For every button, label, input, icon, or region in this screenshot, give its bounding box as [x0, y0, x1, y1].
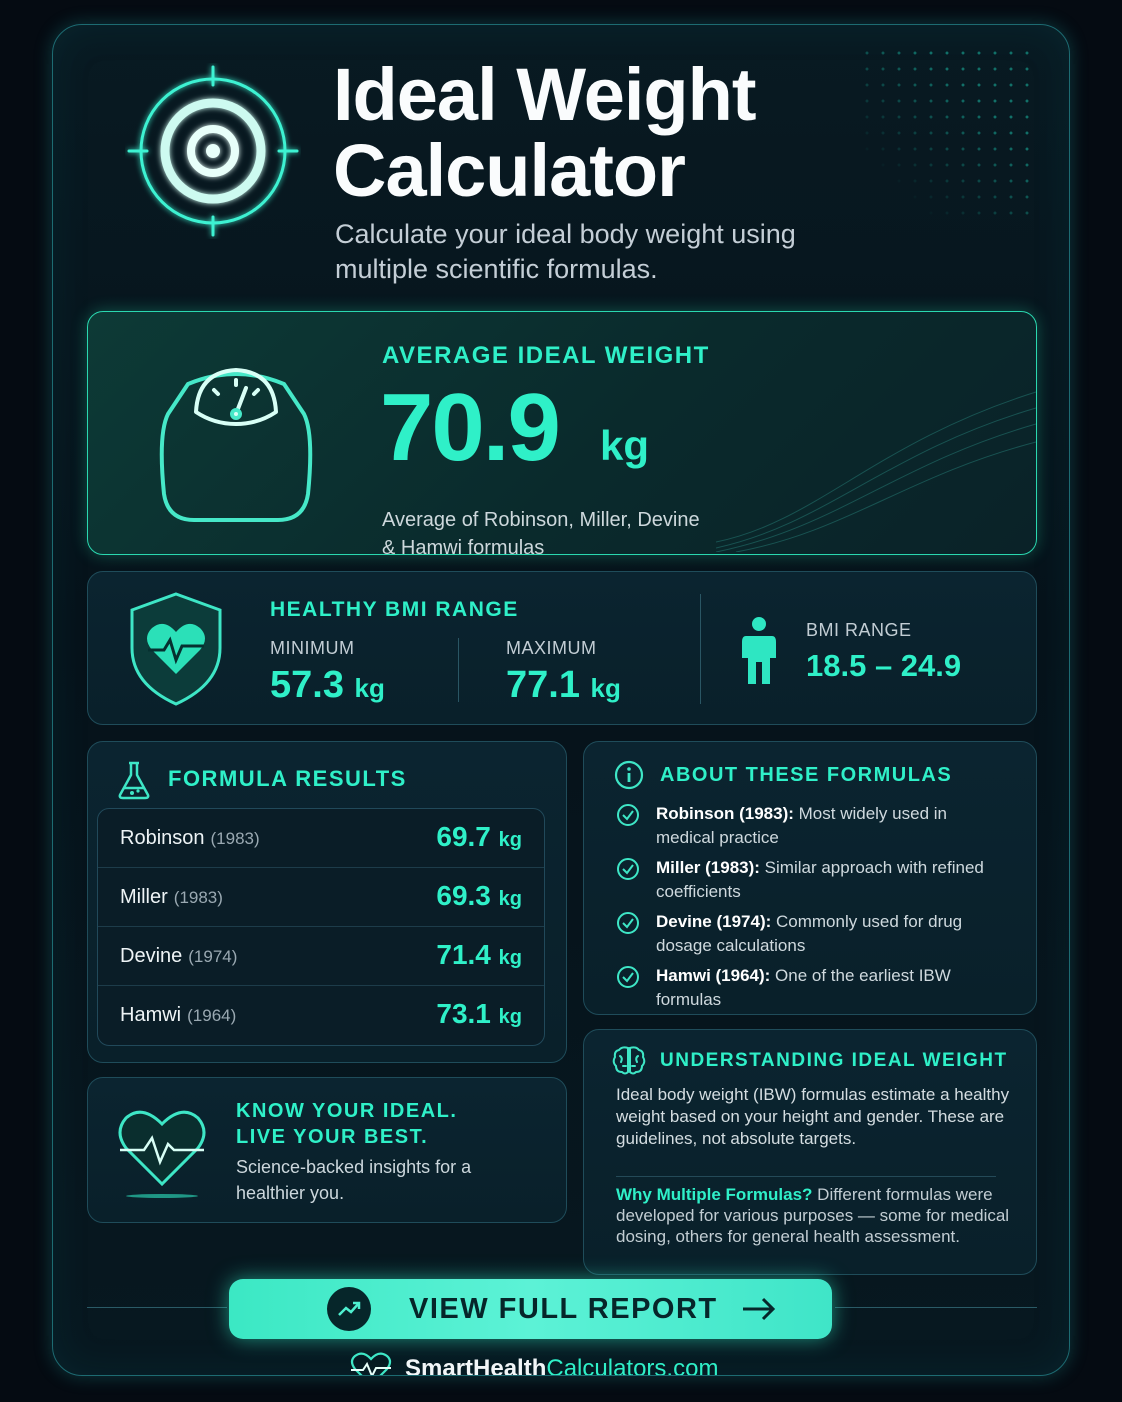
heart-pulse-icon [114, 1100, 210, 1200]
understanding-text: Ideal body weight (IBW) formulas estimate a healthy weight based on your height and gender. These are guidelines, not absolute targets. [616, 1085, 1010, 1148]
target-icon [125, 63, 301, 239]
tagline-text: Science-backed insights for a healthier you. [236, 1157, 472, 1203]
average-description: Average of Robinson, Miller, Devine & Hamwi formulas [382, 509, 700, 559]
shield-heart-icon [124, 590, 228, 708]
table-row: Devine (1974) 71.4 kg [98, 927, 544, 986]
arrow-right-icon [739, 1291, 779, 1327]
formula-table [97, 808, 545, 1046]
bmi-range-card [87, 571, 1037, 725]
page-title: Ideal Weight Calculator [333, 53, 756, 212]
decorative-waves [716, 352, 1036, 552]
divider [458, 638, 459, 702]
view-full-report-button[interactable] [229, 1279, 832, 1339]
about-formulas-card: ABOUT THESE FORMULAS Robinson (1983): Most widely used in medical practice Miller (1983): Similar approach with refined coefficients Devine (1974): Commonly used for drug dosage calculations Hamwi (1964): One of the earliest IBW formulas [583, 741, 1037, 1015]
table-row: Hamwi (1964) 73.1 kg [120, 998, 522, 1029]
check-circle-icon [616, 803, 640, 827]
decorative-dots [859, 45, 1029, 225]
table-row: Robinson (1983) 69.7 kg [98, 809, 544, 868]
trend-up-icon [327, 1287, 371, 1331]
about-label: ABOUT THESE FORMULAS [660, 764, 953, 786]
check-circle-icon [616, 911, 640, 935]
info-icon [614, 760, 644, 790]
bmi-label: HEALTHY BMI RANGE [270, 598, 519, 621]
flask-icon [116, 760, 152, 800]
formula-results-label: FORMULA RESULTS [168, 766, 407, 791]
brain-icon [612, 1044, 646, 1076]
minimum-value: 57.3 kg [270, 664, 385, 706]
scale-icon [148, 344, 324, 528]
maximum-value: 77.1 kg [506, 664, 621, 706]
bmi-range-value: 18.5 – 24.9 [806, 648, 962, 683]
tagline-heading: KNOW YOUR IDEAL. LIVE YOUR BEST. [236, 1100, 458, 1148]
infographic-frame [52, 24, 1070, 1376]
divider [87, 1307, 227, 1308]
understanding-card [583, 1029, 1037, 1275]
divider [700, 594, 701, 704]
understanding-label: UNDERSTANDING IDEAL WEIGHT [660, 1050, 1008, 1071]
footer-site: SmartHealthCalculators.com [405, 1355, 719, 1376]
minimum-label: MINIMUM [270, 638, 355, 658]
bmi-range-label: BMI RANGE [806, 620, 912, 640]
average-value: 70.9 [380, 374, 559, 481]
average-unit: kg [600, 422, 650, 469]
divider [616, 1176, 996, 1177]
person-icon [740, 616, 778, 686]
formula-results-card [87, 741, 567, 1063]
multiple-formulas-text: Why Multiple Formulas? Different formulas were developed for various purposes — some for medical dosing, others for general health assessment. [616, 1185, 1010, 1246]
divider [835, 1307, 1037, 1308]
button-label: VIEW FULL REPORT [409, 1293, 718, 1325]
check-circle-icon [616, 965, 640, 989]
table-row: Miller (1983) 69.3 kg [98, 868, 544, 927]
check-circle-icon [616, 857, 640, 881]
average-weight-card [87, 311, 1037, 559]
heart-pulse-logo-icon [349, 1351, 393, 1376]
average-label: AVERAGE IDEAL WEIGHT [382, 342, 710, 369]
page-subtitle: Calculate your ideal body weight using multiple scientific formulas. [335, 219, 796, 284]
maximum-label: MAXIMUM [506, 638, 597, 658]
tagline-card [87, 1077, 567, 1223]
